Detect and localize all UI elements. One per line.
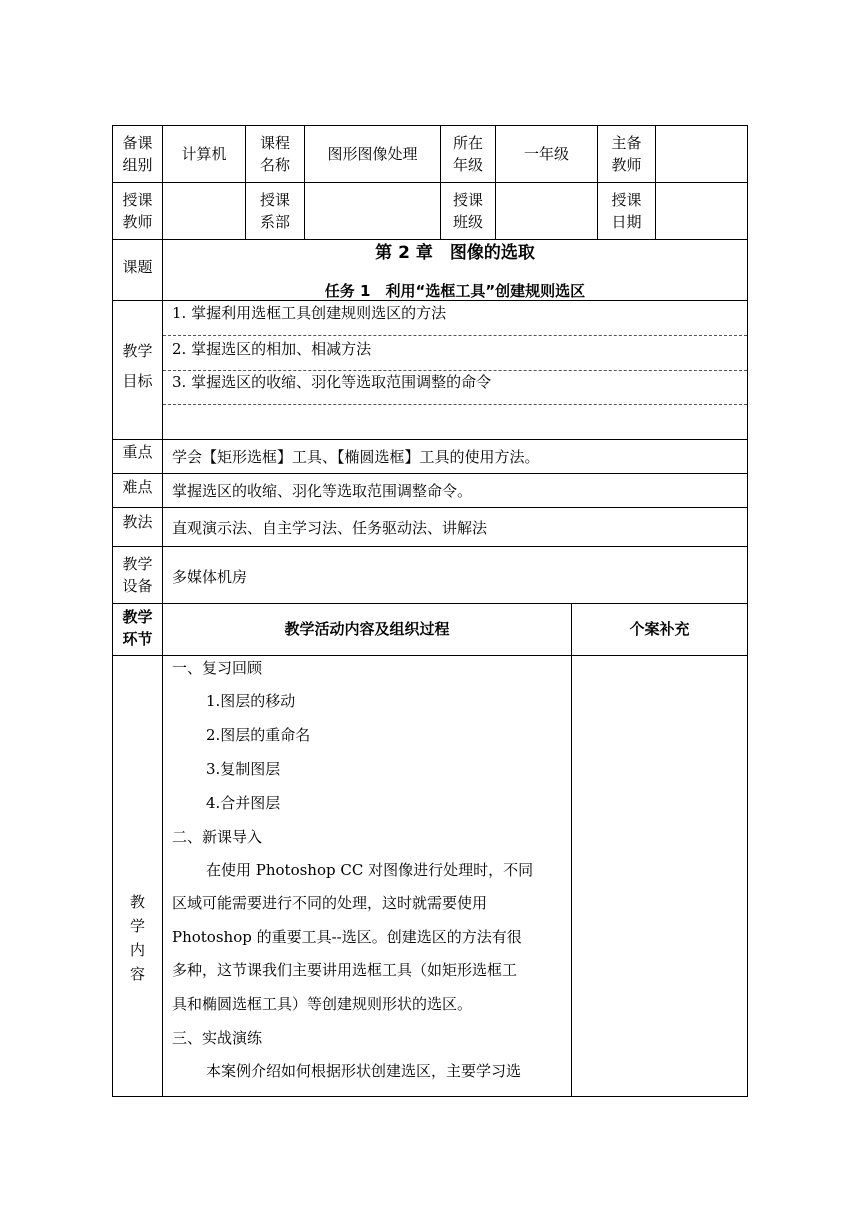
content-line: 具和椭圆选框工具）等创建规则形状的选区。 <box>172 995 473 1013</box>
row-divider <box>112 546 748 547</box>
label-supplement: 个案补充 <box>629 620 690 638</box>
content-line: 在使用 Photoshop CC 对图像进行处理时，不同 <box>206 861 534 879</box>
label-lead-teacher: 主备 教师 <box>611 134 642 174</box>
content-line: 2.图层的重命名 <box>206 726 311 744</box>
row-divider <box>112 603 748 604</box>
content-line: 三、实战演练 <box>172 1029 263 1047</box>
label-activity-content: 教学活动内容及组织过程 <box>284 620 450 638</box>
label-lesson-group: 备课 组别 <box>122 134 153 174</box>
content-line: 1.图层的移动 <box>206 692 296 710</box>
row-divider <box>112 507 748 508</box>
label-teaching-content: 教 学 内 容 <box>129 893 145 983</box>
value-grade: 一年级 <box>523 145 569 163</box>
content-line: 本案例介绍如何根据形状创建选区，主要学习选 <box>206 1062 522 1080</box>
col-divider <box>655 125 656 240</box>
table-border-bottom <box>112 1096 748 1097</box>
label-class: 授课 班级 <box>452 191 483 231</box>
row-divider <box>112 473 748 474</box>
col-divider <box>571 603 572 1097</box>
key-point-text: 学会【矩形选框】工具、【椭圆选框】工具的使用方法。 <box>172 448 540 466</box>
content-line: 区域可能需要进行不同的处理，这时就需要使用 <box>172 894 488 912</box>
content-line: 多种，这节课我们主要讲用选框工具（如矩形选框工 <box>172 961 518 979</box>
label-department: 授课 系部 <box>259 191 290 231</box>
objective-divider <box>163 335 747 336</box>
objective-item: 2. 掌握选区的相加、相减方法 <box>172 340 372 358</box>
task-title: 任务 1 利用“选框工具”创建规则选区 <box>324 282 586 300</box>
label-objectives: 教学 目标 <box>122 342 153 390</box>
label-date: 授课 日期 <box>611 191 642 231</box>
col-divider <box>162 125 163 1097</box>
content-line: Photoshop 的重要工具--选区。创建选区的方法有很 <box>172 928 522 946</box>
equipment-text: 多媒体机房 <box>172 568 248 586</box>
method-text: 直观演示法、自主学习法、任务驱动法、讲解法 <box>172 519 488 537</box>
label-course-name: 课程 名称 <box>259 134 290 174</box>
label-topic: 课题 <box>122 258 153 276</box>
table-border-right <box>747 125 748 1097</box>
chapter-title: 第 2 章 图像的选取 <box>375 243 535 263</box>
label-grade: 所在 年级 <box>452 134 483 174</box>
objective-item: 3. 掌握选区的收缩、羽化等选取范围调整的命令 <box>172 373 492 391</box>
label-key-point: 重点 <box>122 443 153 461</box>
row-divider <box>112 239 748 240</box>
label-stage: 教学 环节 <box>122 608 153 648</box>
value-course-name: 图形图像处理 <box>327 145 418 163</box>
content-line: 4.合并图层 <box>206 794 281 812</box>
row-divider <box>112 655 748 656</box>
content-line: 3.复制图层 <box>206 760 281 778</box>
content-line: 二、新课导入 <box>172 828 263 846</box>
value-subject: 计算机 <box>181 145 227 163</box>
label-teacher: 授课 教师 <box>122 191 153 231</box>
label-method: 教法 <box>122 513 153 531</box>
content-line: 一、复习回顾 <box>172 659 263 677</box>
row-divider <box>112 182 748 183</box>
row-divider <box>112 439 748 440</box>
label-difficulty: 难点 <box>122 478 153 496</box>
objective-item: 1. 掌握利用选框工具创建规则选区的方法 <box>172 304 447 322</box>
label-equipment: 教学 设备 <box>122 555 153 595</box>
difficulty-text: 掌握选区的收缩、羽化等选取范围调整命令。 <box>172 482 473 500</box>
table-border-top <box>112 125 748 126</box>
objective-divider <box>163 404 747 405</box>
